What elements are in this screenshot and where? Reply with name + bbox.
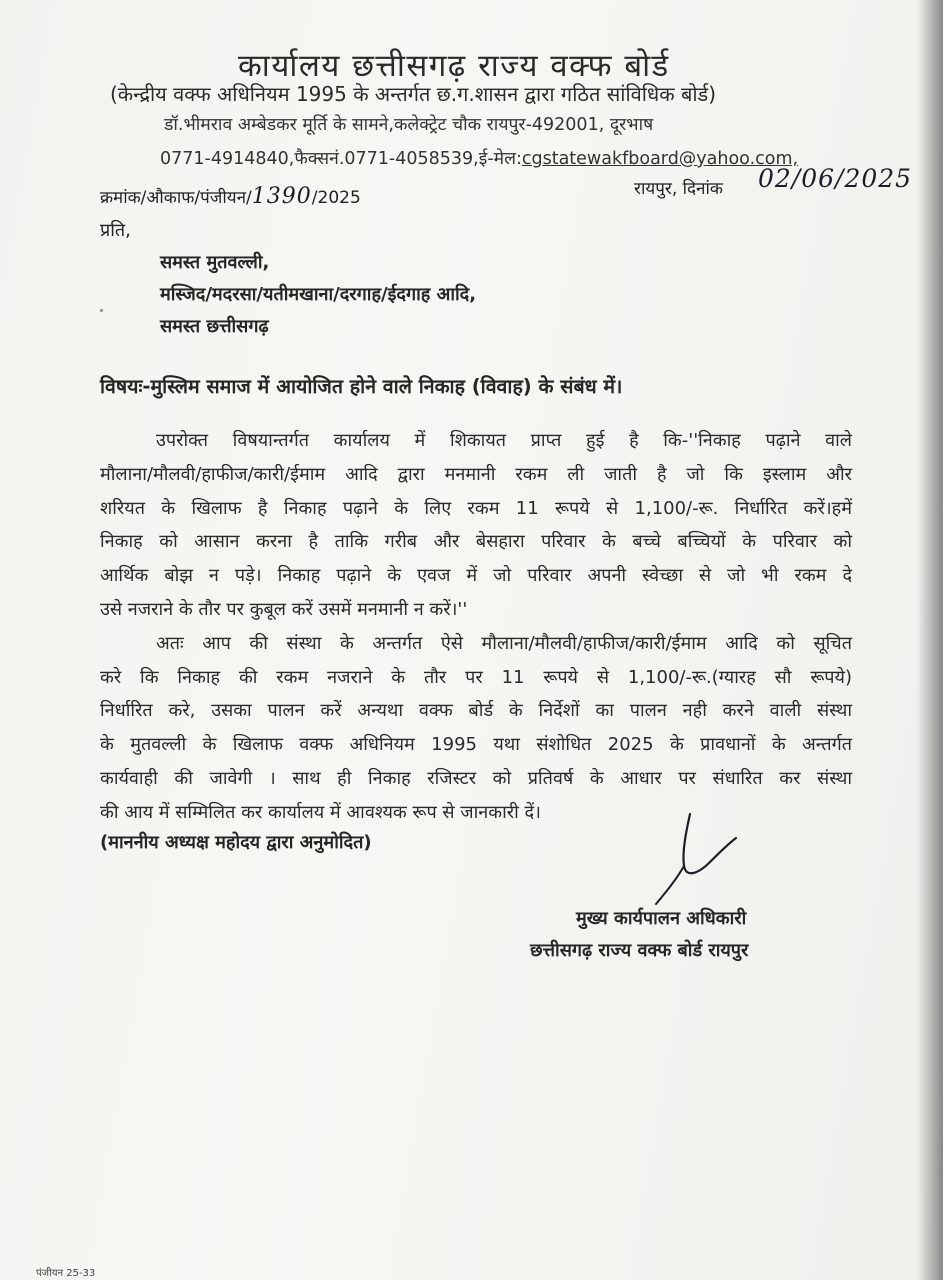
subject-line: विषयः-मुस्लिम समाज में आयोजित होने वाले निकाह (विवाह) के संबंध में।: [100, 375, 623, 398]
body-line: अतः आप की संस्था के अन्तर्गत ऐसे मौलाना/मौलवी/हाफीज/कारी/ईमाम आदि को सूचित: [156, 632, 852, 654]
letterhead-subtitle: (केन्द्रीय वक्फ अधिनियम 1995 के अन्तर्गत छ.ग.शासन द्वारा गठित सांविधिक बोर्ड): [110, 82, 717, 106]
body-line: की आय में सम्मिलित कर कार्यालय में आवश्यक रूप से जानकारी दें।: [100, 801, 541, 823]
letterhead-address: डॉ.भीमराव अम्बेडकर मूर्ति के सामने,कलेक्ट्रेट चौक रायपुर-492001, दूरभाष: [164, 115, 654, 135]
letterhead-contact: [160, 146, 798, 170]
page-edge-shadow: [917, 0, 943, 1280]
body-line: आर्थिक बोझ न पड़े। निकाह पढ़ाने के एवज में जो परिवार अपनी स्वेच्छा से जो भी रकम दे: [100, 565, 852, 587]
handwritten-reference-number: 1390: [251, 184, 312, 209]
body-line: के मुतवल्ली के खिलाफ वक्फ अधिनियम 1995 यथा संशोधित 2025 के प्रावधानों के अन्तर्गत: [100, 734, 852, 756]
letter-body: [100, 424, 852, 830]
signature-mark: [640, 808, 750, 908]
reference-number: [100, 184, 361, 209]
letterhead-title: कार्यालय छत्तीसगढ़ राज्य वक्फ बोर्ड: [238, 48, 670, 84]
email-link[interactable]: cgstatewakfboard@yahoo.com,: [521, 149, 799, 169]
body-line: निर्धारित करे, उसका पालन करें अन्यथा वक्फ बोर्ड के निर्देशों का पालन नही करने वाली संस्था: [100, 700, 852, 722]
body-line: उपरोक्त विषयान्तर्गत कार्यालय में शिकायत प्राप्त हुई है कि-''निकाह पढ़ाने वाले: [156, 430, 852, 451]
to-label: प्रति,: [100, 220, 131, 241]
signatory-designation: मुख्य कार्यपालन अधिकारी: [576, 908, 747, 929]
reference-prefix: क्रमांक/औकाफ/पंजीयन/: [100, 188, 252, 208]
recipient-line-3: समस्त छत्तीसगढ़: [160, 316, 269, 337]
recipient-line-1: समस्त मुतवल्ली,: [160, 252, 270, 273]
paper-speck: [100, 309, 103, 312]
signatory-office: छत्तीसगढ़ राज्य वक्फ बोर्ड रायपुर: [530, 940, 749, 961]
reference-suffix: /2025: [311, 188, 361, 208]
body-line: शरियत के खिलाफ है निकाह पढ़ाने के लिए रकम 11 रूपये से 1,100/-रू. निर्धारित करें।हमें: [100, 497, 852, 519]
date-label: रायपुर, दिनांक: [634, 179, 723, 199]
body-line: निकाह को आसान करना है ताकि गरीब और बेसहारा परिवार के बच्चे बच्चियों के परिवार को: [100, 531, 852, 553]
handwritten-date: 02/06/2025: [758, 164, 913, 193]
body-line: करे कि निकाह की रकम नजराने के तौर पर 11 रूपये से 1,100/-रू.(ग्यारह सौ रूपये): [100, 666, 852, 688]
contact-numbers: 0771-4914840,फैक्सनं.0771-4058539,ई-मेल:: [160, 149, 522, 169]
recipient-line-2: मस्जिद/मदरसा/यतीमखाना/दरगाह/ईदगाह आदि,: [160, 284, 477, 305]
body-line: मौलाना/मौलवी/हाफीज/कारी/ईमाम आदि द्वारा मनमानी रकम ली जाती है जो कि इस्लाम और: [100, 463, 852, 485]
body-line: उसे नजराने के तौर पर कुबूल करें उसमें मनमानी न करें।'': [100, 598, 468, 620]
approval-note: (माननीय अध्यक्ष महोदय द्वारा अनुमोदित): [100, 832, 372, 853]
footer-code: पंजीयन 25-33: [36, 1268, 96, 1279]
body-line: कार्यवाही की जावेगी । साथ ही निकाह रजिस्टर को प्रतिवर्ष के आधार पर संधारित कर संस्था: [100, 767, 852, 789]
